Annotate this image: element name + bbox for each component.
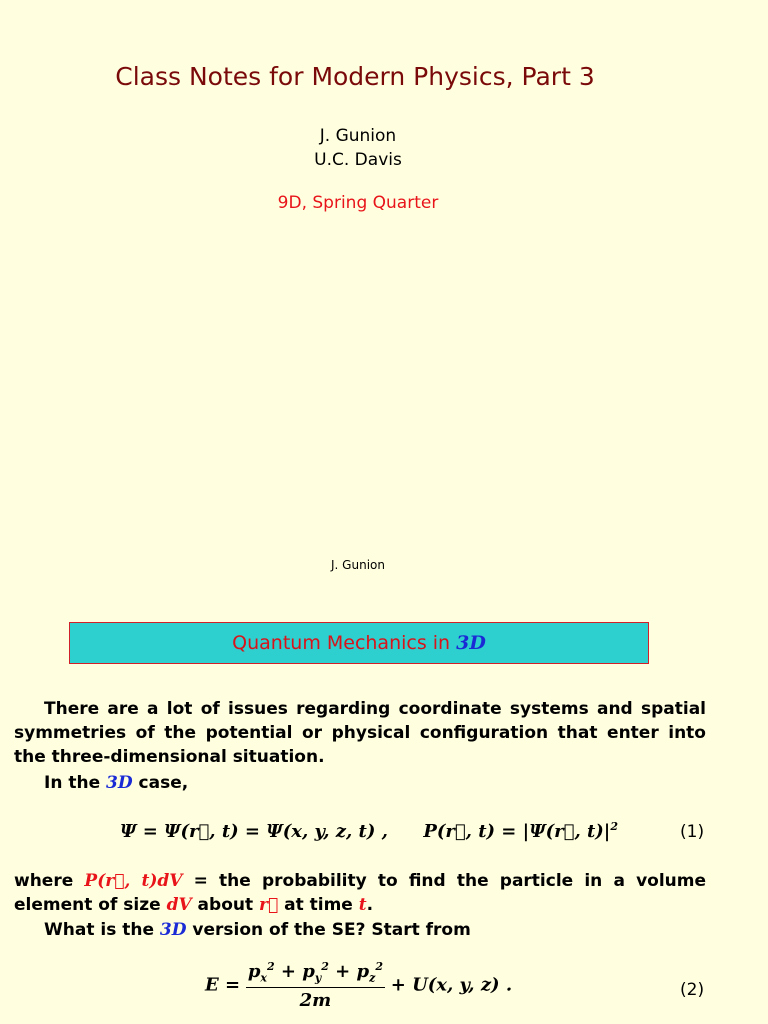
text-span: about — [191, 895, 260, 915]
math-3d: 3D — [159, 920, 187, 940]
section-title-box — [69, 622, 649, 664]
math-t: t — [358, 895, 367, 915]
math-r-vector: r⃗ — [259, 895, 279, 915]
text-span: In the — [44, 773, 107, 793]
equation-2-numerator: $p_x^2 + p_y^2 + p_z^2$ — [246, 960, 385, 988]
page-footer: J. Gunion — [331, 558, 385, 572]
text-span: where — [14, 871, 85, 891]
text-span: What is the — [44, 920, 160, 940]
text-span: . — [366, 895, 374, 915]
equation-2 — [205, 960, 512, 1011]
section-title-math: 3D — [456, 632, 486, 654]
text-span: version of the SE? Start from — [186, 920, 471, 940]
equation-2-lhs: E = — [205, 974, 241, 996]
equation-1-exponent: 2 — [610, 820, 619, 833]
equation-2-denominator: 2m — [299, 989, 332, 1011]
text-span: = the probability to find the particle in a volume element of size — [14, 871, 707, 915]
paragraph-intro — [14, 697, 706, 769]
text-span: case, — [132, 773, 189, 793]
equation-2-fraction — [246, 960, 385, 1011]
equation-2-rhs: + U(x, y, z) . — [390, 974, 513, 996]
math-dv: dV — [166, 895, 192, 915]
course-label: 9D, Spring Quarter — [277, 193, 439, 213]
text-span: at time — [278, 895, 359, 915]
paragraph-se-question — [14, 918, 736, 942]
paragraph-3d-case — [14, 771, 736, 795]
author-name: J. Gunion — [319, 126, 397, 146]
equation-1 — [120, 820, 618, 842]
equation-1-left: Ψ = Ψ(r⃗, t) = Ψ(x, y, z, t) , — [120, 821, 388, 842]
math-3d: 3D — [106, 773, 133, 793]
paragraph-probability — [14, 869, 706, 917]
document-title: Class Notes for Modern Physics, Part 3 — [115, 62, 595, 91]
section-title-text: Quantum Mechanics in — [232, 632, 457, 654]
equation-1-number: (1) — [680, 822, 705, 842]
equation-2-number: (2) — [680, 980, 705, 1000]
math-probability: P(r⃗, t)dV — [84, 871, 183, 891]
institution: U.C. Davis — [314, 150, 402, 170]
paragraph-intro-text: There are a lot of issues regarding coordinate systems and spatial symmetries of the potential or physical configuration that enter into the three-dimensional situation. — [14, 699, 706, 767]
equation-1-right: P(r⃗, t) = |Ψ(r⃗, t)| — [423, 821, 611, 842]
